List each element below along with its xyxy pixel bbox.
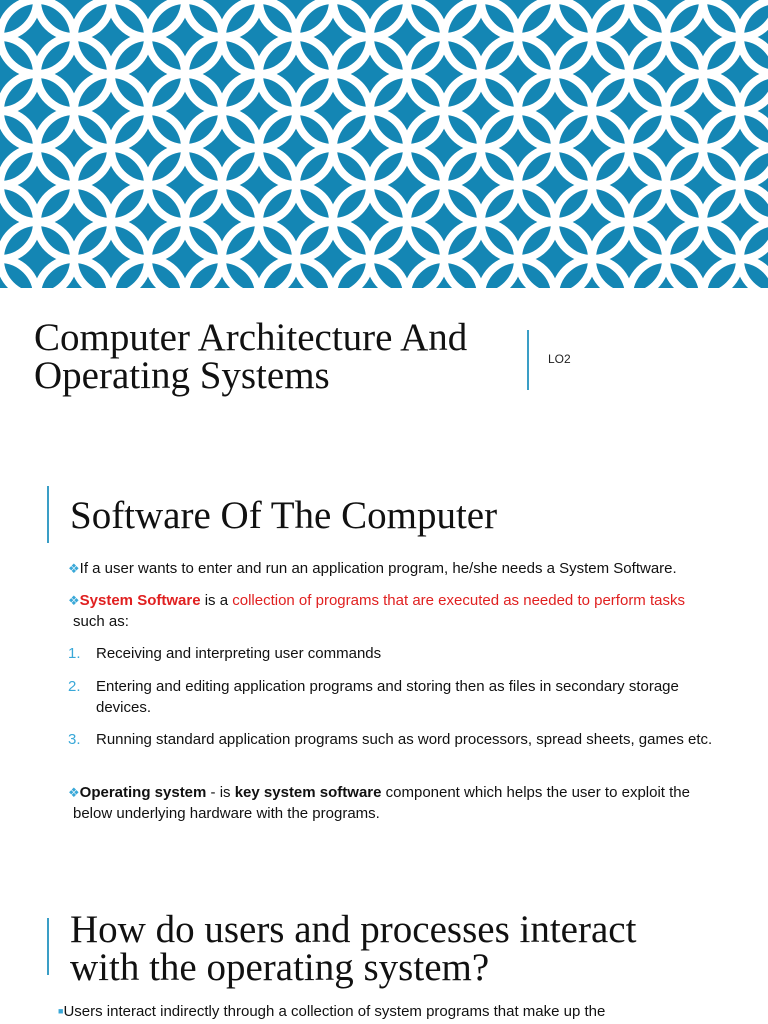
list-item-text: Entering and editing application programs and storing then as files in secondary storage devices. (96, 678, 679, 716)
section-heading-interaction-line-2: with the operating system? (70, 946, 490, 989)
list-item-text: Running standard application programs such as word processors, spread sheets, games etc. (96, 731, 713, 748)
paragraph-user-needs-system-software (68, 558, 740, 579)
paragraph-text: Users interact indirectly through a collection of system programs that make up the (63, 1003, 606, 1020)
term-system-software: System Software (79, 592, 201, 609)
slide-title-line-1: Computer Architecture And (34, 316, 468, 359)
term-key-system-software: key system software (234, 784, 382, 801)
list-number: 2. (68, 678, 81, 695)
highlight-definition: collection of programs that are executed as needed to perform tasks (232, 592, 685, 609)
connector-text: is a (200, 592, 233, 609)
paragraph-users-interact (58, 1001, 758, 1022)
section-heading-interaction-line-1: How do users and processes interact (70, 908, 637, 951)
diamond-bullet-icon: ❖ (68, 561, 80, 576)
section-accent-bar (47, 918, 49, 975)
section-heading-software: Software Of The Computer (70, 494, 498, 537)
learning-outcome-code: LO2 (548, 352, 571, 366)
paragraph-text: If a user wants to enter and run an application program, he/she needs a System Software. (79, 560, 677, 577)
connector-text: - is (206, 784, 235, 801)
patterned-banner (0, 0, 768, 288)
list-item-text: Receiving and interpreting user commands (96, 645, 382, 662)
paragraph-operating-system-definition (68, 782, 740, 824)
list-number: 1. (68, 645, 81, 662)
diamond-bullet-icon: ❖ (68, 593, 80, 608)
term-operating-system: Operating system (79, 784, 207, 801)
continuation-text: such as: (73, 613, 129, 630)
square-bullet-icon: ■ (58, 1006, 64, 1016)
title-divider (527, 330, 529, 390)
list-number: 3. (68, 731, 81, 748)
paragraph-text: component which helps the user to exploit the (381, 784, 690, 801)
paragraph-system-software-definition (68, 590, 740, 632)
diamond-bullet-icon: ❖ (68, 785, 80, 800)
continuation-text: below underlying hardware with the programs. (73, 805, 380, 822)
slide-title-line-2: Operating Systems (34, 354, 330, 397)
section-accent-bar (47, 486, 49, 543)
